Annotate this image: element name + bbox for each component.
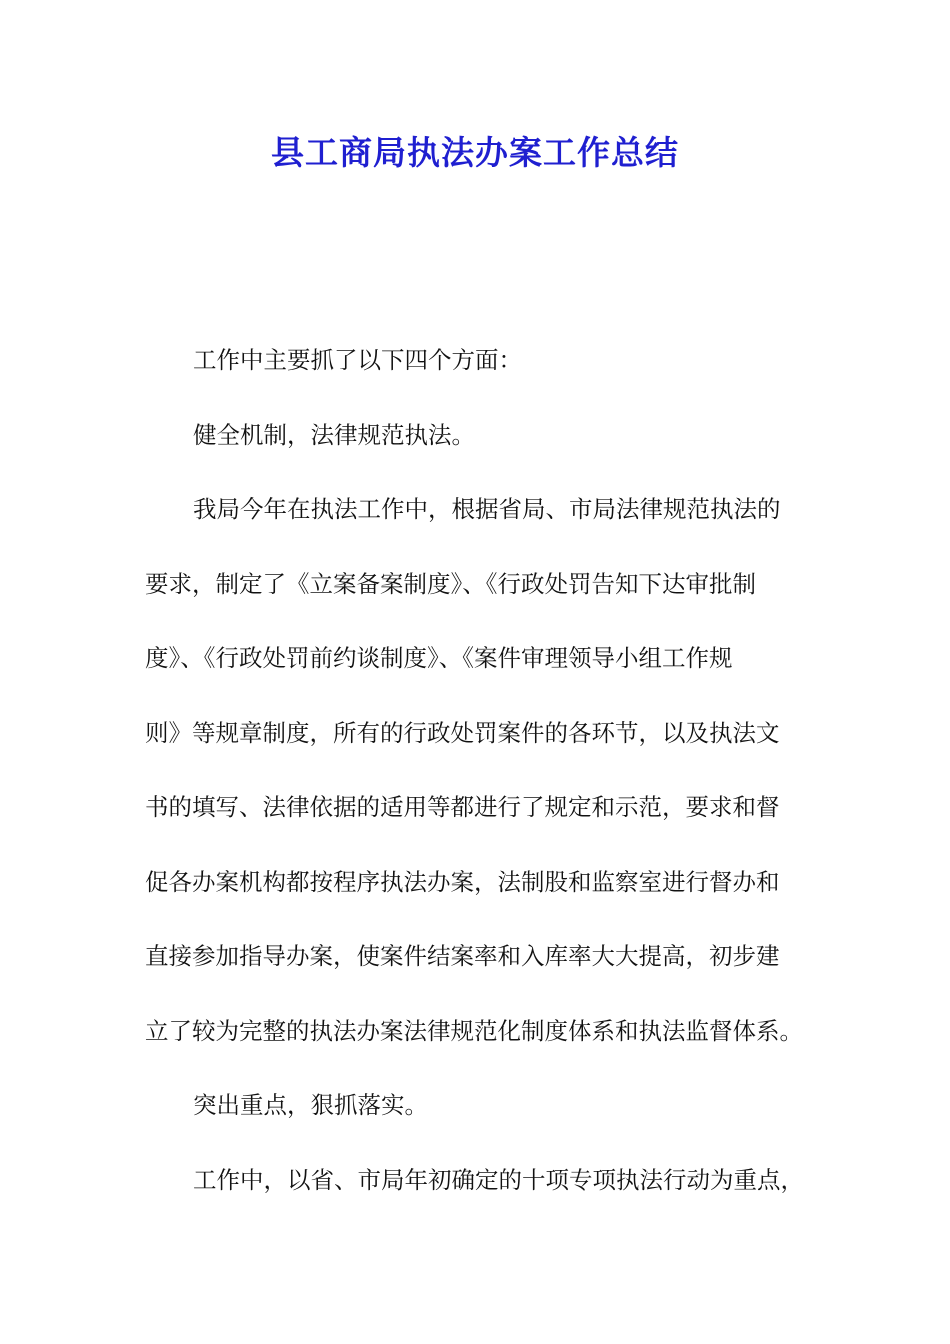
- paragraph-line: 度》、《行政处罚前约谈制度》、《案件审理领导小组工作规: [145, 644, 733, 672]
- paragraph-line: 工作中主要抓了以下四个方面：: [193, 346, 522, 374]
- paragraph-line: 突出重点，狠抓落实。: [193, 1091, 428, 1119]
- paragraph-line: 我局今年在执法工作中，根据省局、市局法律规范执法的: [193, 495, 781, 523]
- paragraph-line: 健全机制，法律规范执法。: [193, 420, 475, 449]
- paragraph-line: 工作中，以省、市局年初确定的十项专项执法行动为重点，: [193, 1165, 804, 1194]
- paragraph-line: 直接参加指导办案，使案件结案率和入库率大大提高，初步建: [145, 942, 780, 970]
- document-title: 县工商局执法办案工作总结: [271, 133, 679, 172]
- paragraph-line: 促各办案机构都按程序执法办案，法制股和监察室进行督办和: [145, 867, 780, 896]
- paragraph-line: 要求，制定了《立案备案制度》、《行政处罚告知下达审批制: [145, 569, 756, 598]
- document-body: [145, 337, 810, 1231]
- paragraph-line: 书的填写、法律依据的适用等都进行了规定和示范，要求和督: [145, 793, 780, 821]
- paragraph-line: 则》等规章制度，所有的行政处罚案件的各环节，以及执法文: [145, 718, 780, 747]
- paragraph-line: 立了较为完整的执法办案法律规范化制度体系和执法监督体系。: [145, 1016, 803, 1045]
